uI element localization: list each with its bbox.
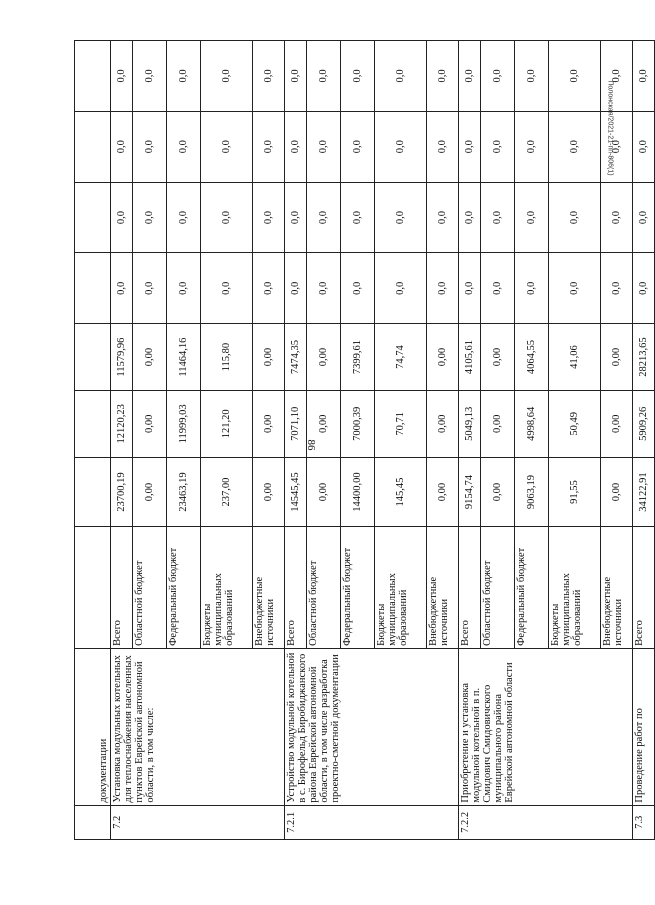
value-cell: 0,0: [601, 111, 633, 182]
value-cell: 0,00: [481, 457, 515, 527]
value-cell: 0,0: [201, 182, 253, 253]
value-cell: 0,00: [253, 324, 285, 391]
value-cell: 0,0: [111, 111, 133, 182]
table-row: [111, 41, 133, 840]
value-cell: 50,49: [549, 390, 601, 457]
value-cell: 0,0: [459, 41, 481, 112]
value-cell: 0,0: [285, 253, 307, 324]
value-cell: 0,0: [201, 253, 253, 324]
value-cell: 0,0: [341, 253, 375, 324]
value-cell: 115,80: [201, 324, 253, 391]
value-cell: 0,0: [375, 41, 427, 112]
item-number: 7.3: [633, 805, 655, 839]
value-cell: 0,00: [307, 324, 341, 391]
value-cell: 0,00: [253, 390, 285, 457]
value-cell: 0,0: [633, 41, 655, 112]
value-cell: 0,0: [375, 111, 427, 182]
funding-source: Внебюджетные источники: [427, 527, 459, 648]
value-cell: 0,0: [253, 111, 285, 182]
value-cell: 4105,61: [459, 324, 481, 391]
value-cell: 0,0: [341, 182, 375, 253]
value-cell: [75, 457, 111, 527]
value-cell: 0,0: [111, 253, 133, 324]
value-cell: 0,0: [201, 111, 253, 182]
number-cell: [75, 805, 111, 839]
value-cell: 0,0: [515, 41, 549, 112]
item-name: Устройство модульной котельной в с. Бирофельд Биробиджанского района Еврейской автономной области, в том числе разработка проектно-сметной документации: [285, 648, 459, 805]
item-number: 7.2: [111, 805, 285, 839]
funding-source: Федеральный бюджет: [515, 527, 549, 648]
value-cell: 0,0: [307, 41, 341, 112]
funding-source: Федеральный бюджет: [341, 527, 375, 648]
value-cell: 0,0: [459, 111, 481, 182]
value-cell: 0,00: [481, 390, 515, 457]
value-cell: 23463,19: [167, 457, 201, 527]
item-name: Установка модульных котельных для теплоснабжения населенных пунктов Еврейской автономной области, в том числе:: [111, 648, 285, 805]
value-cell: 0,0: [481, 41, 515, 112]
value-cell: 0,00: [427, 457, 459, 527]
value-cell: 7071,10: [285, 390, 307, 457]
value-cell: [75, 41, 111, 112]
value-cell: 0,0: [167, 111, 201, 182]
value-cell: 5909,26: [633, 390, 655, 457]
value-cell: 11464,16: [167, 324, 201, 391]
value-cell: 11579,96: [111, 324, 133, 391]
funding-source: Внебюджетные источники: [253, 527, 285, 648]
value-cell: [75, 390, 111, 457]
item-name: Проведение работ по: [633, 648, 655, 805]
value-cell: 4998,64: [515, 390, 549, 457]
value-cell: 0,0: [375, 253, 427, 324]
value-cell: 0,0: [481, 111, 515, 182]
source-cell: [75, 527, 111, 648]
value-cell: 0,0: [133, 41, 167, 112]
funding-source: Областной бюджет: [481, 527, 515, 648]
value-cell: 0,0: [633, 182, 655, 253]
table-body: [75, 41, 655, 840]
table-row: [285, 41, 307, 840]
value-cell: 0,0: [549, 111, 601, 182]
table-row: [459, 41, 481, 840]
value-cell: 7000,39: [341, 390, 375, 457]
funding-source: Бюджеты муниципальных образований: [375, 527, 427, 648]
item-number: 7.2.2: [459, 805, 633, 839]
value-cell: 121,20: [201, 390, 253, 457]
value-cell: 11999,03: [167, 390, 201, 457]
value-cell: 237,00: [201, 457, 253, 527]
value-cell: 0,0: [307, 253, 341, 324]
value-cell: 0,0: [253, 41, 285, 112]
value-cell: 0,0: [633, 253, 655, 324]
value-cell: 0,0: [481, 253, 515, 324]
value-cell: 0,0: [111, 41, 133, 112]
value-cell: 34122,91: [633, 457, 655, 527]
funding-source: Всего: [633, 527, 655, 648]
value-cell: 4064,55: [515, 324, 549, 391]
value-cell: 0,0: [285, 182, 307, 253]
value-cell: 0,00: [601, 324, 633, 391]
value-cell: 0,0: [601, 182, 633, 253]
item-name: Приобретение и установка модульной котельной в п. Смидович Смидовичского муниципального района Еврейской автономной области: [459, 648, 633, 805]
value-cell: 0,0: [167, 41, 201, 112]
value-cell: 0,0: [481, 182, 515, 253]
value-cell: 0,0: [375, 182, 427, 253]
value-cell: 0,0: [133, 182, 167, 253]
value-cell: 0,0: [427, 41, 459, 112]
value-cell: 0,0: [167, 182, 201, 253]
budget-table: [74, 40, 655, 840]
value-cell: 0,0: [133, 253, 167, 324]
value-cell: 0,0: [253, 182, 285, 253]
value-cell: [75, 253, 111, 324]
value-cell: 12120,23: [111, 390, 133, 457]
value-cell: 0,0: [515, 111, 549, 182]
value-cell: 9063,19: [515, 457, 549, 527]
value-cell: 0,0: [133, 111, 167, 182]
value-cell: 0,0: [601, 253, 633, 324]
funding-source: Областной бюджет: [307, 527, 341, 648]
value-cell: 28213,65: [633, 324, 655, 391]
item-number: 7.2.1: [285, 805, 459, 839]
value-cell: 0,00: [601, 457, 633, 527]
value-cell: 7399,61: [341, 324, 375, 391]
table-row: [633, 41, 655, 840]
value-cell: 0,00: [133, 324, 167, 391]
value-cell: 145,45: [375, 457, 427, 527]
value-cell: 41,06: [549, 324, 601, 391]
footer-code: Полонская/2021-21-пп-806(1): [606, 80, 614, 176]
funding-source: Всего: [285, 527, 307, 648]
value-cell: 70,71: [375, 390, 427, 457]
value-cell: 0,00: [133, 390, 167, 457]
funding-source: Внебюджетные источники: [601, 527, 633, 648]
value-cell: 0,00: [253, 457, 285, 527]
value-cell: 0,0: [515, 182, 549, 253]
value-cell: 0,0: [285, 111, 307, 182]
value-cell: 0,00: [601, 390, 633, 457]
table-row: [75, 41, 111, 840]
value-cell: 14400,00: [341, 457, 375, 527]
value-cell: 0,0: [427, 182, 459, 253]
value-cell: 0,0: [459, 253, 481, 324]
value-cell: 0,0: [167, 253, 201, 324]
value-cell: 5049,13: [459, 390, 481, 457]
value-cell: 0,0: [307, 111, 341, 182]
value-cell: 74,74: [375, 324, 427, 391]
funding-source: Всего: [111, 527, 133, 648]
funding-source: Всего: [459, 527, 481, 648]
value-cell: 23700,19: [111, 457, 133, 527]
value-cell: 0,0: [549, 253, 601, 324]
value-cell: 0,0: [427, 253, 459, 324]
value-cell: 0,0: [549, 182, 601, 253]
value-cell: 0,0: [515, 253, 549, 324]
value-cell: 0,00: [133, 457, 167, 527]
value-cell: 14545,45: [285, 457, 307, 527]
value-cell: 91,55: [549, 457, 601, 527]
funding-source: Федеральный бюджет: [167, 527, 201, 648]
value-cell: 9154,74: [459, 457, 481, 527]
value-cell: 0,0: [427, 111, 459, 182]
funding-source: Бюджеты муниципальных образований: [549, 527, 601, 648]
value-cell: 0,0: [253, 253, 285, 324]
value-cell: 0,00: [481, 324, 515, 391]
page-number: 86: [305, 439, 317, 451]
value-cell: 0,0: [201, 41, 253, 112]
value-cell: 0,0: [601, 41, 633, 112]
value-cell: 0,00: [427, 390, 459, 457]
value-cell: [75, 111, 111, 182]
value-cell: 7474,35: [285, 324, 307, 391]
value-cell: [75, 182, 111, 253]
value-cell: 0,0: [111, 182, 133, 253]
value-cell: 0,0: [307, 182, 341, 253]
name-cell: документации: [75, 648, 111, 805]
value-cell: 0,0: [549, 41, 601, 112]
value-cell: 0,00: [307, 390, 341, 457]
value-cell: 0,0: [285, 41, 307, 112]
value-cell: 0,00: [427, 324, 459, 391]
value-cell: 0,00: [307, 457, 341, 527]
funding-source: Областной бюджет: [133, 527, 167, 648]
value-cell: [75, 324, 111, 391]
value-cell: 0,0: [341, 111, 375, 182]
value-cell: 0,0: [341, 41, 375, 112]
value-cell: 0,0: [633, 111, 655, 182]
value-cell: 0,0: [459, 182, 481, 253]
funding-source: Бюджеты муниципальных образований: [201, 527, 253, 648]
